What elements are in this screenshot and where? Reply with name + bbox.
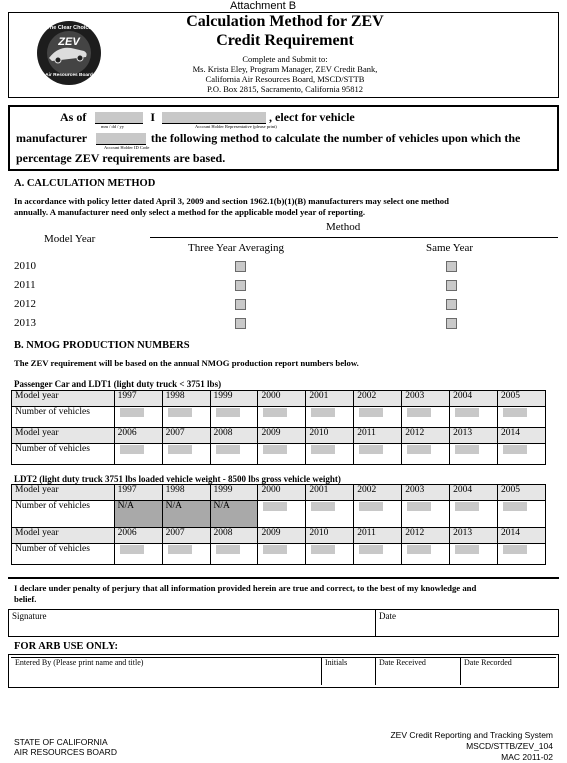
declaration-text-1: I declare under penalty of perjury that all information provided herein are true and correct, to the best of my knowledge and xyxy=(14,583,477,593)
year-cell: 2010 xyxy=(306,528,354,544)
na-cell: N/A xyxy=(162,501,210,528)
year-cell: 2008 xyxy=(210,428,258,444)
year-cell: 2000 xyxy=(258,391,306,407)
initials-field[interactable]: Initials xyxy=(325,658,348,667)
vehicle-count-input[interactable] xyxy=(503,545,527,554)
section-a-para-1: In accordance with policy letter dated April 3, 2009 and section 1962.1(b)(1)(B) manufacturers may select one method xyxy=(14,196,449,206)
seal-top-text: The Clear Choice xyxy=(46,25,92,31)
vehicle-count-input[interactable] xyxy=(407,408,431,417)
three-year-checkbox-2010[interactable] xyxy=(235,261,246,272)
vehicle-count-cell xyxy=(114,544,162,565)
vehicle-count-input[interactable] xyxy=(359,545,383,554)
vehicle-count-input[interactable] xyxy=(216,408,240,417)
vehicle-count-input[interactable] xyxy=(216,445,240,454)
year-cell: 2007 xyxy=(162,528,210,544)
vehicle-count-input[interactable] xyxy=(359,408,383,417)
vehicle-count-input[interactable] xyxy=(311,408,335,417)
vehicle-count-input[interactable] xyxy=(263,545,287,554)
row-label: Model year xyxy=(12,485,115,501)
arb-divider xyxy=(460,657,461,685)
method-year-2012: 2012 xyxy=(14,298,36,310)
date-recorded-field[interactable]: Date Recorded xyxy=(464,658,512,667)
year-cell: 2010 xyxy=(306,428,354,444)
passenger-car-title: Passenger Car and LDT1 (light duty truck < 3751 lbs) xyxy=(14,379,222,389)
vehicle-count-input[interactable] xyxy=(311,445,335,454)
as-of-label: As of xyxy=(60,110,87,124)
vehicle-count-cell xyxy=(306,407,354,428)
year-cell: 2004 xyxy=(450,485,498,501)
vehicle-count-cell xyxy=(258,544,306,565)
vehicle-count-cell xyxy=(402,444,450,465)
account-id-hint: Account Holder ID Code xyxy=(104,145,150,150)
method-label: Method xyxy=(326,221,361,233)
year-cell: 2011 xyxy=(354,428,402,444)
arb-seal xyxy=(36,20,102,86)
vehicle-count-input[interactable] xyxy=(359,502,383,511)
ldt2-table xyxy=(11,484,546,565)
election-line3: percentage ZEV requirements are based. xyxy=(16,151,226,165)
year-cell: 2013 xyxy=(450,428,498,444)
vehicle-count-cell xyxy=(162,544,210,565)
year-cell: 2001 xyxy=(306,391,354,407)
table-row xyxy=(12,407,546,428)
vehicle-count-input[interactable] xyxy=(407,545,431,554)
arb-divider xyxy=(321,657,322,685)
vehicle-count-input[interactable] xyxy=(168,445,192,454)
date-received-field[interactable]: Date Received xyxy=(379,658,426,667)
year-cell: 2005 xyxy=(498,485,546,501)
three-year-averaging-label: Three Year Averaging xyxy=(188,242,285,254)
vehicle-count-cell xyxy=(162,407,210,428)
date-field[interactable] xyxy=(375,609,559,637)
footer-revision: MAC 2011-02 xyxy=(501,752,553,762)
year-cell: 2004 xyxy=(450,391,498,407)
table-row xyxy=(12,428,546,444)
vehicle-count-cell xyxy=(450,501,498,528)
vehicle-count-cell xyxy=(306,444,354,465)
attachment-label: Attachment B xyxy=(230,0,297,12)
ldt2-title: LDT2 (light duty truck 3751 lbs loaded vehicle weight - 8500 lbs gross vehicle weight) xyxy=(14,474,341,484)
row-label: Number of vehicles xyxy=(12,407,115,428)
vehicle-count-cell xyxy=(354,407,402,428)
na-cell: N/A xyxy=(114,501,162,528)
manufacturer-label: manufacturer xyxy=(16,131,87,145)
vehicle-count-input[interactable] xyxy=(455,445,479,454)
table-row xyxy=(12,391,546,407)
seal-bottom-text: Air Resources Board xyxy=(45,73,93,78)
vehicle-count-cell xyxy=(162,444,210,465)
election-line1 xyxy=(60,110,355,125)
year-cell: 1999 xyxy=(210,391,258,407)
vehicle-count-input[interactable] xyxy=(120,408,144,417)
year-cell: 2013 xyxy=(450,528,498,544)
three-year-checkbox-2012[interactable] xyxy=(235,299,246,310)
year-cell: 2009 xyxy=(258,428,306,444)
footer-system: ZEV Credit Reporting and Tracking System xyxy=(390,730,553,740)
vehicle-count-cell xyxy=(402,501,450,528)
vehicle-count-cell xyxy=(114,444,162,465)
vehicle-count-input[interactable] xyxy=(263,502,287,511)
vehicle-count-cell xyxy=(210,444,258,465)
form-title-line1: Calculation Method for ZEV xyxy=(186,13,384,30)
year-cell: 2014 xyxy=(498,528,546,544)
vehicle-count-cell xyxy=(210,407,258,428)
vehicle-count-cell xyxy=(258,501,306,528)
election-date-field[interactable] xyxy=(95,112,143,124)
submit-address-1: Ms. Krista Eley, Program Manager, ZEV Credit Bank, xyxy=(192,64,378,74)
method-year-2011: 2011 xyxy=(14,279,36,291)
vehicle-count-input[interactable] xyxy=(311,545,335,554)
method-year-2010: 2010 xyxy=(14,260,36,272)
three-year-checkbox-2013[interactable] xyxy=(235,318,246,329)
row-label: Model year xyxy=(12,528,115,544)
submit-address-2: California Air Resources Board, MSCD/STTB xyxy=(205,74,365,84)
vehicle-count-input[interactable] xyxy=(168,408,192,417)
declaration-text-2: belief. xyxy=(14,594,37,604)
section-b-intro: The ZEV requirement will be based on the annual NMOG production report numbers below. xyxy=(14,358,359,368)
vehicle-count-input[interactable] xyxy=(263,408,287,417)
vehicle-count-input[interactable] xyxy=(168,545,192,554)
row-label: Number of vehicles xyxy=(12,501,115,528)
year-cell: 2012 xyxy=(402,428,450,444)
same-year-checkbox-2012[interactable] xyxy=(446,299,457,310)
same-year-checkbox-2013[interactable] xyxy=(446,318,457,329)
vehicle-count-cell xyxy=(450,407,498,428)
vehicle-count-cell xyxy=(114,407,162,428)
na-cell: N/A xyxy=(210,501,258,528)
same-year-label: Same Year xyxy=(426,242,474,254)
row-label: Model year xyxy=(12,428,115,444)
section-b-heading: B. NMOG PRODUCTION NUMBERS xyxy=(14,340,190,351)
form-title-line2: Credit Requirement xyxy=(216,32,354,49)
passenger-car-table xyxy=(11,390,546,465)
elect-label: , elect for vehicle xyxy=(269,110,355,124)
signature-field[interactable] xyxy=(8,609,376,637)
year-cell: 2001 xyxy=(306,485,354,501)
year-cell: 2003 xyxy=(402,485,450,501)
vehicle-count-cell xyxy=(450,544,498,565)
section-a-para-2: annually. A manufacturer need only select a method for the applicable model year of reporting. xyxy=(14,207,366,217)
same-year-checkbox-2010[interactable] xyxy=(446,261,457,272)
row-label: Model year xyxy=(12,391,115,407)
vehicle-count-input[interactable] xyxy=(455,502,479,511)
vehicle-count-input[interactable] xyxy=(311,502,335,511)
declaration-rule xyxy=(8,577,559,579)
year-cell: 1999 xyxy=(210,485,258,501)
vehicle-count-input[interactable] xyxy=(407,445,431,454)
account-id-field[interactable] xyxy=(96,133,146,145)
year-cell: 2006 xyxy=(114,428,162,444)
vehicle-count-cell xyxy=(498,501,546,528)
year-cell: 2000 xyxy=(258,485,306,501)
same-year-checkbox-2011[interactable] xyxy=(446,280,457,291)
vehicle-count-input[interactable] xyxy=(216,545,240,554)
submit-address-3: P.O. Box 2815, Sacramento, California 95812 xyxy=(206,84,364,94)
vehicle-count-cell xyxy=(306,544,354,565)
vehicle-count-input[interactable] xyxy=(359,445,383,454)
year-cell: 2007 xyxy=(162,428,210,444)
model-year-label: Model Year xyxy=(44,233,96,245)
vehicle-count-input[interactable] xyxy=(455,408,479,417)
year-cell: 2014 xyxy=(498,428,546,444)
method-rule xyxy=(150,237,558,238)
vehicle-count-cell xyxy=(306,501,354,528)
table-row xyxy=(12,444,546,465)
table-row xyxy=(12,501,546,528)
vehicle-count-cell xyxy=(498,407,546,428)
vehicle-count-input[interactable] xyxy=(120,545,144,554)
vehicle-count-cell xyxy=(354,501,402,528)
year-cell: 2008 xyxy=(210,528,258,544)
date-hint: mm / dd / yy xyxy=(101,124,125,129)
year-cell: 1997 xyxy=(114,485,162,501)
vehicle-count-input[interactable] xyxy=(503,445,527,454)
table-row xyxy=(12,485,546,501)
method-year-2013: 2013 xyxy=(14,317,36,329)
year-cell: 2012 xyxy=(402,528,450,544)
i-label: I xyxy=(150,110,156,124)
row-label: Number of vehicles xyxy=(12,444,115,465)
vehicle-count-cell xyxy=(402,407,450,428)
election-line2 xyxy=(16,131,520,146)
representative-name-field[interactable] xyxy=(162,112,266,124)
vehicle-count-cell xyxy=(210,544,258,565)
year-cell: 2006 xyxy=(114,528,162,544)
vehicle-count-cell xyxy=(354,444,402,465)
signature-label: Signature xyxy=(12,611,47,621)
footer-agency-1: STATE OF CALIFORNIA xyxy=(14,737,108,747)
vehicle-count-input[interactable] xyxy=(407,502,431,511)
vehicle-count-input[interactable] xyxy=(455,545,479,554)
vehicle-count-cell xyxy=(498,444,546,465)
vehicle-count-cell xyxy=(354,544,402,565)
date-label: Date xyxy=(379,611,396,621)
vehicle-count-cell xyxy=(258,444,306,465)
footer-form-id: MSCD/STTB/ZEV_104 xyxy=(466,741,553,751)
submit-to-label: Complete and Submit to: xyxy=(242,54,328,64)
entered-by-field[interactable]: Entered By (Please print name and title) xyxy=(15,658,144,667)
footer-agency-2: AIR RESOURCES BOARD xyxy=(14,747,117,757)
row-label: Number of vehicles xyxy=(12,544,115,565)
year-cell: 1998 xyxy=(162,485,210,501)
vehicle-count-input[interactable] xyxy=(503,502,527,511)
section-a-heading: A. CALCULATION METHOD xyxy=(14,178,156,189)
year-cell: 1998 xyxy=(162,391,210,407)
three-year-checkbox-2011[interactable] xyxy=(235,280,246,291)
vehicle-count-cell xyxy=(450,444,498,465)
year-cell: 1997 xyxy=(114,391,162,407)
arb-heading: FOR ARB USE ONLY: xyxy=(14,641,118,652)
year-cell: 2011 xyxy=(354,528,402,544)
seal-zev-text: ZEV xyxy=(58,36,80,48)
table-row xyxy=(12,544,546,565)
vehicle-count-cell xyxy=(498,544,546,565)
year-cell: 2005 xyxy=(498,391,546,407)
vehicle-count-input[interactable] xyxy=(503,408,527,417)
method-sentence: the following method to calculate the number of vehicles upon which the xyxy=(150,131,521,145)
year-cell: 2002 xyxy=(354,485,402,501)
vehicle-count-cell xyxy=(258,407,306,428)
year-cell: 2002 xyxy=(354,391,402,407)
year-cell: 2009 xyxy=(258,528,306,544)
arb-divider xyxy=(375,657,376,685)
vehicle-count-input[interactable] xyxy=(263,445,287,454)
year-cell: 2003 xyxy=(402,391,450,407)
vehicle-count-input[interactable] xyxy=(120,445,144,454)
vehicle-count-cell xyxy=(402,544,450,565)
representative-hint: Account Holder Representative (please print) xyxy=(195,124,277,129)
table-row xyxy=(12,528,546,544)
